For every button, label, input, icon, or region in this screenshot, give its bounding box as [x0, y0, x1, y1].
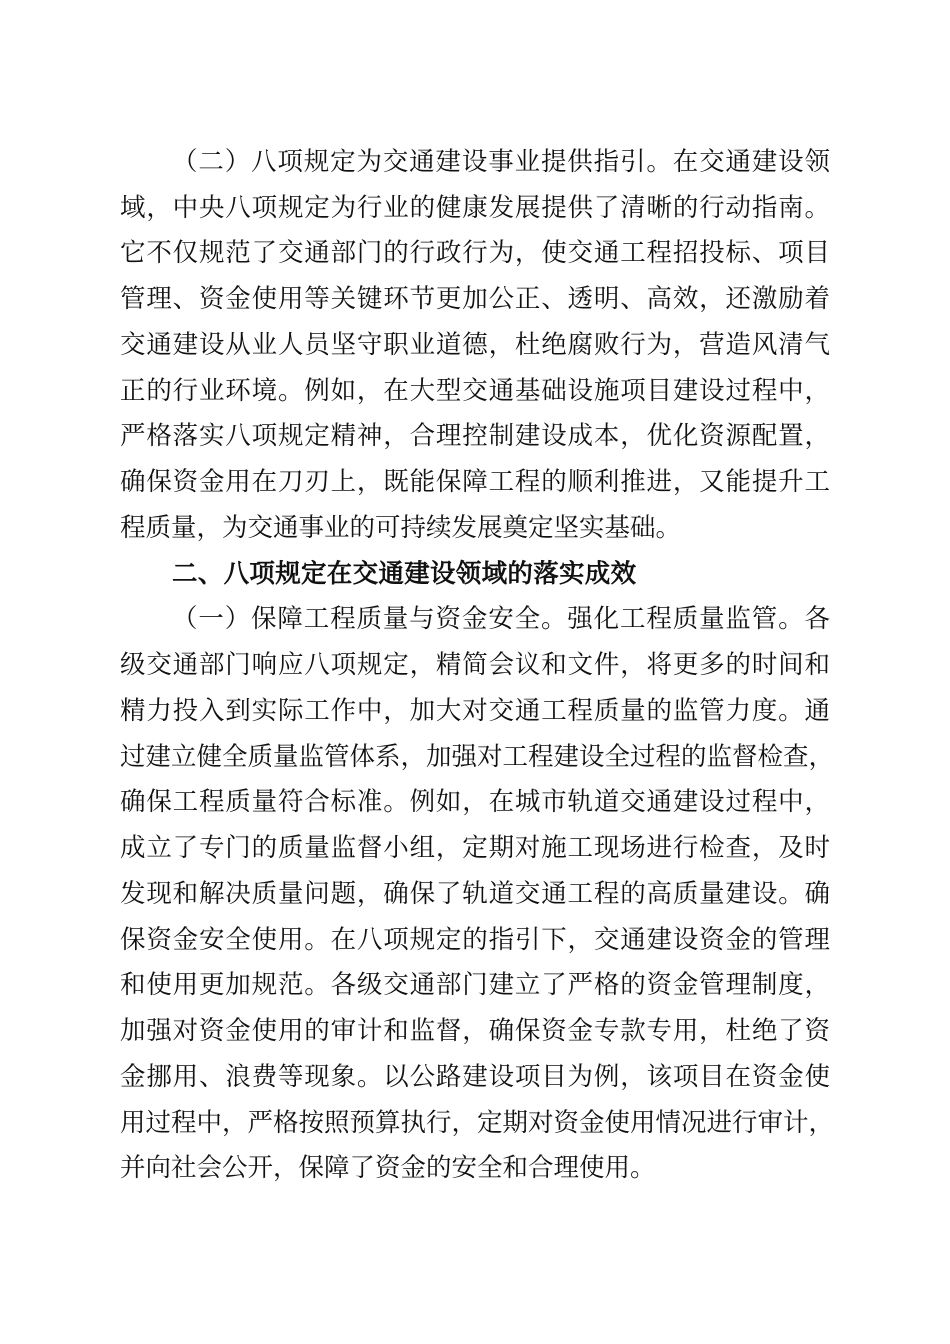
paragraph-line: （二）八项规定为交通建设事业提供指引。在交通建设领 — [172, 147, 830, 177]
paragraph-line: 管理、资金使用等关键环节更加公正、透明、高效，还激励着 — [120, 284, 830, 314]
paragraph-line: 金挪用、浪费等现象。以公路建设项目为例，该项目在资金使 — [120, 1062, 830, 1092]
paragraph-line: 用过程中，严格按照预算执行，定期对资金使用情况进行审计， — [120, 1108, 835, 1138]
paragraph-line: 交通建设从业人员坚守职业道德，杜绝腐败行为，营造风清气 — [120, 330, 830, 360]
paragraph-line: 确保资金用在刀刃上，既能保障工程的顺利推进，又能提升工 — [120, 467, 830, 497]
paragraph-line: 域，中央八项规定为行业的健康发展提供了清晰的行动指南。 — [120, 193, 830, 223]
paragraph-line: 过建立健全质量监管体系，加强对工程建设全过程的监督检查， — [120, 742, 835, 772]
section-heading: 二、八项规定在交通建设领域的落实成效 — [172, 559, 637, 589]
paragraph-line: 级交通部门响应八项规定，精简会议和文件，将更多的时间和 — [120, 650, 830, 680]
paragraph-line: 严格落实八项规定精神，合理控制建设成本，优化资源配置， — [120, 421, 830, 451]
paragraph-line: 加强对资金使用的审计和监督，确保资金专款专用，杜绝了资 — [120, 1016, 830, 1046]
paragraph-line: 精力投入到实际工作中，加大对交通工程质量的监管力度。通 — [120, 696, 830, 726]
paragraph-line: 确保工程质量符合标准。例如，在城市轨道交通建设过程中， — [120, 787, 830, 817]
paragraph-line: 它不仅规范了交通部门的行政行为，使交通工程招投标、项目 — [120, 238, 830, 268]
paragraph-line: 发现和解决质量问题，确保了轨道交通工程的高质量建设。确 — [120, 879, 830, 909]
paragraph-line: 保资金安全使用。在八项规定的指引下，交通建设资金的管理 — [120, 925, 830, 955]
paragraph-line: 成立了专门的质量监督小组，定期对施工现场进行检查，及时 — [120, 833, 830, 863]
paragraph-line: （一）保障工程质量与资金安全。强化工程质量监管。各 — [172, 604, 830, 634]
paragraph-line: 正的行业环境。例如，在大型交通基础设施项目建设过程中， — [120, 376, 830, 406]
paragraph-line: 和使用更加规范。各级交通部门建立了严格的资金管理制度， — [120, 970, 830, 1000]
paragraph-line: 程质量，为交通事业的可持续发展奠定坚实基础。 — [120, 513, 682, 543]
paragraph-line: 并向社会公开，保障了资金的安全和合理使用。 — [120, 1153, 656, 1183]
